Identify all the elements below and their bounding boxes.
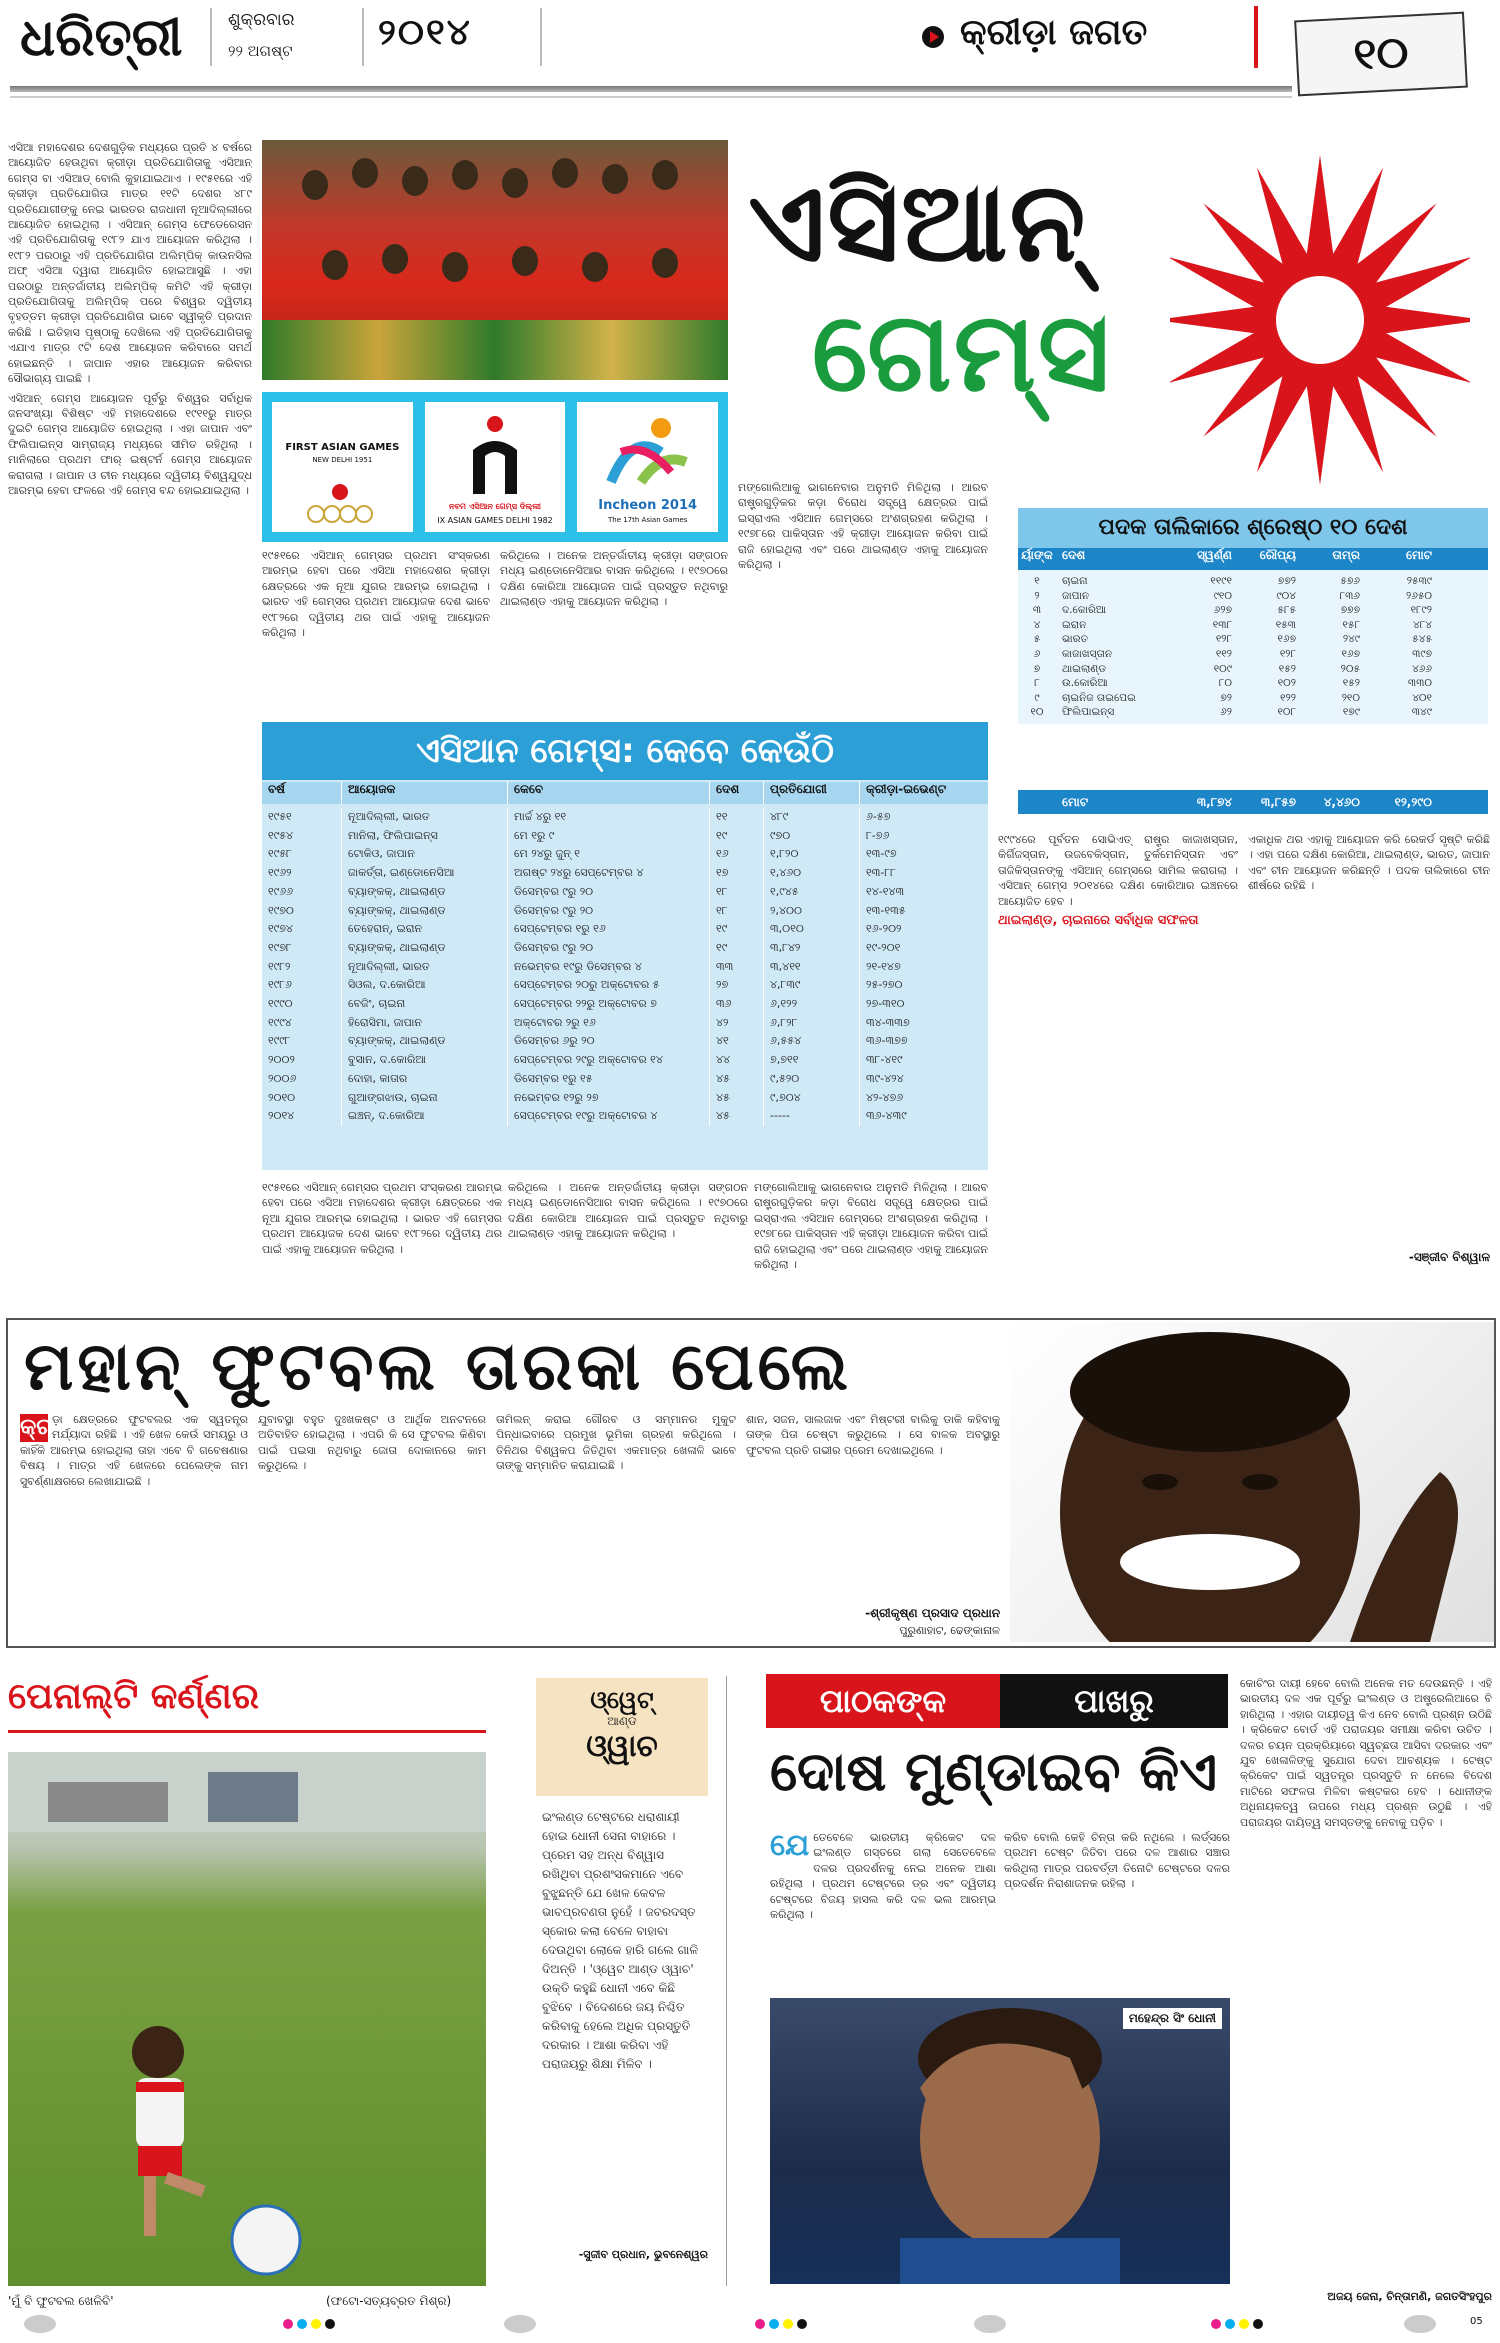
masthead-rule [10, 86, 1292, 92]
table-row [262, 845, 988, 864]
table-cell: ୧୪-୧୪୩ [866, 884, 905, 898]
table-cell: ୧୯୭୦ [262, 902, 342, 921]
photo-caption: 'ମୁଁ ବି ଫୁଟବଲ ଖେଳିବି' [8, 2294, 114, 2308]
table-cell: ୪୫ [710, 1089, 764, 1108]
table-cell: ୧୬-୨୦୨ [866, 922, 902, 936]
issue-year: ୨୦୧୪ [378, 12, 472, 53]
dhoni-photo [770, 1998, 1230, 2284]
table-cell: ମାନିଲା, ଫିଲିପାଇନ୍ସ [342, 827, 508, 846]
table-row: ୩ ଦ.କୋରିଆ ୬୨୭ ୫୮୫ ୭୭୭ ୧୮୯୨ [1032, 604, 1432, 617]
table-cell: ବ୍ୟାଙ୍କକ୍, ଥାଇଲାଣ୍ଡ [342, 1032, 508, 1051]
editions-table-body [262, 808, 988, 1126]
table-cell: ଟୋକିଓ, ଜାପାନ [342, 845, 508, 864]
table-cell: ୧୯୮୬ [262, 976, 342, 995]
table-cell: ୧୬ [710, 845, 764, 864]
table-row [262, 920, 988, 939]
table-cell: ୧୯୫୧ [262, 808, 342, 827]
table-cell: ୩,୦୧୦ [764, 920, 860, 939]
table-cell: ଅଗଷ୍ଟ ୨୪ରୁ ସେପ୍ଟେମ୍ବର ୪ [508, 864, 710, 883]
article-byline-place: ପୁରୁଣାହାଟ, ଢେଙ୍କାନାଳ [899, 1624, 1000, 1637]
table-cell: ୧୯ [710, 827, 764, 846]
table-cell: ଇଞ୍ଚନ୍, ଦ.କୋରିଆ [342, 1107, 508, 1126]
table-row [262, 1107, 988, 1126]
table-row: ୨ ଜାପାନ ୯୧୦ ୯୦୪ ୮୩୬ ୨୬୫୦ [1034, 589, 1432, 602]
masthead-rule [10, 96, 1292, 98]
masthead-divider [540, 8, 542, 66]
table-cell: ୩୪-୩୩୭ [866, 1015, 910, 1029]
table-cell: ସିଓଲ, ଦ.କୋରିଆ [342, 976, 508, 995]
section-rule [8, 1730, 486, 1733]
medal-table-total: ମୋଟ ୩,୮୭୪ ୩,୮୫୭ ୪,୪୬୦ ୧୨,୨୯୦ [1018, 790, 1488, 814]
wait-and-watch-column [536, 1678, 708, 2268]
table-cell: ୧,୪୬୦ [764, 864, 860, 883]
table-row: ୭ ଥାଇଲାଣ୍ଡ ୧୦୯ ୧୫୨ ୨୦୫ ୪୬୬ [1033, 662, 1432, 675]
pele-photo [1010, 1322, 1494, 1642]
table-cell: ଜାକର୍ତ୍ତା, ଇଣ୍ଡୋନେସିଆ [342, 864, 508, 883]
table-cell: ୮-୭୬ [866, 828, 890, 842]
table-cell: ସେପ୍ଟେମ୍ବର ୨୯ରୁ ଅକ୍ଟୋବର ୧୪ [508, 1051, 710, 1070]
table-cell: ଅକ୍ଟୋବର ୨ରୁ ୧୬ [508, 1014, 710, 1033]
medal-table-header: ର୍ୟାଙ୍କ ଦେଶ ସ୍ୱର୍ଣ୍ଣ ରୌପ୍ୟ ତାମ୍ର ମୋଟ [1018, 548, 1488, 570]
print-registration-strip [0, 2310, 1500, 2339]
table-cell: ୪୨ [710, 1014, 764, 1033]
table-cell: ----- [764, 1107, 860, 1126]
issue-day: ଶୁକ୍ରବାର [228, 10, 295, 30]
table-cell: ୨,୪୦୦ [764, 902, 860, 921]
table-cell: ୯,୭୦୪ [764, 1089, 860, 1108]
table-cell: ବ୍ୟାଙ୍କକ୍, ଥାଇଲାଣ୍ଡ [342, 883, 508, 902]
table-row [262, 939, 988, 958]
table-cell: ୧୯୯୪ [262, 1014, 342, 1033]
table-cell: ୧୯-୨୦୧ [866, 940, 901, 954]
table-row [262, 976, 988, 995]
table-cell: ଡିସେମ୍ବର ୯ରୁ ୨୦ [508, 883, 710, 902]
asian-games-headline-2: ଗେମ୍ସ [812, 288, 1112, 416]
table-cell: ନୂଆଦିଲ୍ଲୀ, ଭାରତ [342, 808, 508, 827]
table-row: ୮ ଉ.କୋରିଆ ୮୦ ୧୦୨ ୧୫୨ ୩୩୦ [1034, 677, 1432, 690]
table-cell: ୧୯ [710, 939, 764, 958]
table-row: ୧ ଚାଇନା ୧୧୯୧ ୭୭୨ ୫୭୬ ୨୫୩୯ [1034, 575, 1432, 587]
medal-table-title: ପଦକ ତାଲିକାରେ ଶ୍ରେଷ୍ଠ ୧୦ ଦେଶ [1018, 508, 1488, 548]
dropcap: ଯେ [770, 1830, 810, 1863]
table-cell: ୧୯୭୮ [262, 939, 342, 958]
table-row [262, 1070, 988, 1089]
article-column: ମଙ୍ଗୋଲିଆକୁ ଭାଗନେବାର ଅନୁମତି ମିଳିଥିଲା । ଆରବ ରାଷ୍ଟ୍ରଗୁଡ଼ିକର କଡ଼ା ବିରୋଧ ସତ୍ତ୍ୱେ କ୍ଷେତ୍ରର ପାଇଁ ଇସ୍ରାଏଲ ଏସିଆନ ଗେମ୍ସରେ ଅଂଶଗ୍ରହଣ କରିଥିଲା । ୧୯୭୮ରେ ପାକିସ୍ତାନ ଏହି କ୍ରୀଡ଼ା ଆୟୋଜନ କରିବା ପାଇଁ ରାଜି ହୋଇଥିଲା ଏବଂ ପରେ ଥାଇଲାଣ୍ଡ ଏହାକୁ ଆୟୋଜନ କରିଥିଲା । [738, 481, 988, 572]
table-cell: ୨୧-୧୪୭ [866, 959, 901, 973]
table-cell: ୭,୭୧୧ [764, 1051, 860, 1070]
table-row [262, 1051, 988, 1070]
table-cell: ୪୪ [710, 1051, 764, 1070]
readers-tag: ପାଠକଙ୍କ [766, 1674, 1000, 1728]
table-cell: ଡିସେମ୍ବର ୯ରୁ ୨୦ [508, 939, 710, 958]
photo-caption: ମହେନ୍ଦ୍ର ସିଂ ଧୋନୀ [1123, 2008, 1222, 2029]
table-cell: ୩,୪୧୧ [764, 958, 860, 977]
table-cell: ସେପ୍ଟେମ୍ବର ୧୯ରୁ ଅକ୍ଟୋବର ୪ [508, 1107, 710, 1126]
table-cell: ୩୬-୩୭୭ [866, 1034, 908, 1048]
table-cell: ୩୯-୪୨୪ [866, 1071, 904, 1085]
article-column: ମଙ୍ଗୋଲିଆକୁ ଭାଗନେବାର ଅନୁମତି ମିଳିଥିଲା । ଆରବ ରାଷ୍ଟ୍ରଗୁଡ଼ିକର କଡ଼ା ବିରୋଧ ସତ୍ତ୍ୱେ କ୍ଷେତ୍ରର ପାଇଁ ଇସ୍ରାଏଲ ଏସିଆନ ଗେମ୍ସରେ ଅଂଶଗ୍ରହଣ କରିଥିଲା । ୧୯୭୮ରେ ପାକିସ୍ତାନ ଏହି କ୍ରୀଡ଼ା ଆୟୋଜନ କରିବା ପାଇଁ ରାଜି ହୋଇଥିଲା ଏବଂ ପରେ ଥାଇଲାଣ୍ଡ ଏହାକୁ ଆୟୋଜନ କରିଥିଲା । [754, 1181, 988, 1272]
table-cell: ୨୫-୨୭୦ [866, 978, 903, 992]
table-cell: ନୂଆଦିଲ୍ଲୀ, ଭାରତ [342, 958, 508, 977]
table-cell: ୨୭-୩୧୦ [866, 997, 905, 1011]
editions-table [262, 722, 988, 1170]
editions-table-title: ଏସିଆନ ଗେମ୍ସ: କେବେ କେଉଁଠି [262, 722, 988, 780]
table-cell: ସେପ୍ଟେମ୍ବର ୨୦ରୁ ଅକ୍ଟୋବର ୫ [508, 976, 710, 995]
table-cell: ୨୦୦୨ [262, 1051, 342, 1070]
table-cell: ୧୯୯୮ [262, 1032, 342, 1051]
article-byline: -ସଞ୍ଜୀବ ବିଶ୍ୱାଳ [1408, 1250, 1490, 1264]
table-cell: ୧,୯୪୫ [764, 883, 860, 902]
table-row [262, 1089, 988, 1108]
table-cell: ବୁସାନ, ଦ.କୋରିଆ [342, 1051, 508, 1070]
masthead-divider [210, 8, 212, 66]
article-column: ଏସିଆ ମହାଦେଶର ଦେଶଗୁଡ଼ିକ ମଧ୍ୟରେ ପ୍ରତି ୪ ବର୍ଷରେ ଆୟୋଜିତ ହେଉଥିବା କ୍ରୀଡ଼ା ପ୍ରତିଯୋଗିତାକୁ ଏସିଆନ୍ ଗେମ୍ସ ବା ଏସିଆଡ୍ ବୋଲି କୁହାଯାଇଥାଏ । ୧୯୫୧ରେ ଏହି କ୍ରୀଡ଼ା ପ୍ରତିଯୋଗିତା ମାତ୍ର ୧୧ଟି ଦେଶର ୪୮୯ ପ୍ରତିଯୋଗୀଙ୍କୁ ନେଇ ଭାରତର ରାଜଧାନୀ ନୂଆଦିଲ୍ଲୀରେ ଆୟୋଜିତ ହୋଇଥିଲା । ଏସିଆନ୍ ଗେମ୍ସ ଫେଡେରେସନ ଏହି ପ୍ରତିଯୋଗିତାକୁ ୧୯୮୨ ଯାଏ ଆୟୋଜନ କରିଥିଲା । ୧୯୮୨ ପରଠାରୁ ଏହି ପ୍ରତିଯୋଗିତା ଅଲିମ୍ପିକ୍ କାଉନସିଲ ଅଫ୍ ଏସିଆ ଦ୍ୱାରା ଆୟୋଜିତ ହୋଇଆସୁଛି । ଏହା ପରଠାରୁ ଅନ୍ତର୍ଜାତୀୟ ଅଲିମ୍ପିକ୍ କମିଟି ଏହି କ୍ରୀଡ଼ା ପ୍ରତିଯୋଗିତାକୁ ଅଲିମ୍ପିକ୍ ପରେ ବିଶ୍ୱର ଦ୍ୱିତୀୟ ବୃହତ୍ତମ କ୍ରୀଡ଼ା ପ୍ରତିଯୋଗିତା ଭାବେ ସ୍ୱୀକୃତି ପ୍ରଦାନ କରିଛି । ଇତିହାସ ପୃଷ୍ଠାକୁ ଦେଖିଲେ ଏହି ପ୍ରତିଯୋଗିତାକୁ ଏଯାଏ ମାତ୍ର ୯ଟି ଦେଶ ଆୟୋଜନ କରିବାରେ ସମର୍ଥ ହୋଇଛନ୍ତି । ଜାପାନ ଏହାର ଆୟୋଜନ କରିବାର ସୌଭାଗ୍ୟ ପାଇଛି । ଏସିଆନ୍ ଗେମ୍ସ ଆୟୋଜନ ପୂର୍ବରୁ ବିଶ୍ୱର ସର୍ବାଧିକ ଜନସଂଖ୍ୟା ବିଶିଷ୍ଟ ଏହି ମହାଦେଶରେ ୧୯୧୧ରୁ ମାତ୍ର ଦୁଇଟି ଗେମ୍ସ ଆୟୋଜିତ ହୋଇଥିଲା । ଏହା ଜାପାନ ଏବଂ ଫିଲିପାଇନ୍ସ ସାମ୍ରାଜ୍ୟ ମଧ୍ୟରେ ସୀମିତ ରହିଥିଲା । ମାନିଲାରେ ପ୍ରଥମ ଫାର୍ ଇଷ୍ଟର୍ନ ଗେମ୍ସ ଆୟୋଜନ କରାଗଲା । ଜାପାନ ଓ ଚୀନ ମଧ୍ୟରେ ଦ୍ୱିତୀୟ ବିଶ୍ୱଯୁଦ୍ଧ ଆରମ୍ଭ ହେବା ଫଳରେ ଏହି ଗେମ୍ସ ବନ୍ଦ ହୋଇଯାଇଥିଲା । [8, 141, 252, 497]
table-cell: ୪୫ [710, 1070, 764, 1089]
table-row [262, 864, 988, 883]
column-divider [726, 1676, 727, 2286]
medal-table [1018, 508, 1488, 808]
table-cell: ୧୯୬୨ [262, 864, 342, 883]
article-byline: -ସୁଜୀବ ପ୍ରଧାନ, ଭୁବନେଶ୍ୱର [578, 2248, 708, 2261]
table-cell: ୧୮ [710, 883, 764, 902]
table-cell: ନଭେମ୍ବର ୧୨ରୁ ୨୭ [508, 1089, 710, 1108]
table-cell: ଦୋହା, କାତାର [342, 1070, 508, 1089]
table-cell: ମାର୍ଚ୍ଚ ୪ରୁ ୧୧ [508, 808, 710, 827]
table-cell: ଡିସେମ୍ବର ୬ରୁ ୨୦ [508, 1032, 710, 1051]
page-number: ୧୦ [1294, 12, 1468, 97]
table-cell: ତେହେରାନ୍, ଇରାନ [342, 920, 508, 939]
issue-date: ୨୨ ଅଗଷ୍ଟ [228, 42, 293, 60]
newspaper-logo: ଧରିତ୍ରୀ [20, 8, 183, 68]
first-asian-games-logo: FIRST ASIAN GAMES NEW DELHI 1951 [272, 402, 413, 532]
table-cell: ବ୍ୟାଙ୍କକ୍, ଥାଇଲାଣ୍ଡ [342, 939, 508, 958]
table-cell: ୧୮ [710, 902, 764, 921]
section-title: କ୍ରୀଡ଼ା ଜଗତ [960, 12, 1148, 53]
table-row [262, 1032, 988, 1051]
table-row: ୧୦ ଫିଲିପାଇନ୍ସ ୬୨ ୧୦୮ ୧୭୯ ୩୪୯ [1030, 706, 1432, 719]
dropcap: କ୍ରୀ [20, 1415, 58, 1440]
play-icon [922, 26, 944, 48]
table-cell: ୧୯୭୪ [262, 920, 342, 939]
section-accent-bar [1254, 6, 1258, 68]
table-cell: ସେପ୍ଟେମ୍ବର ୨୨ରୁ ଅକ୍ଟୋବର ୭ [508, 995, 710, 1014]
poem-text: ଇଂଲଣ୍ଡ ଟେଷ୍ଟରେ ଧରାଶାୟୀ ହୋଇ ଧୋନୀ ସେନା ବାହାରେ । ପ୍ରେମ ସହ ଅନ୍ଧ ବିଶ୍ୱାସ ରଖିଥିବା ପ୍ରଶଂସକମାନେ ଏବେ ବୁଝୁଛନ୍ତି ଯେ ଖେଳ କେବଳ ଭାବପ୍ରବଣତା ନୁହେଁ । ଜବରଦସ୍ତ ସ୍କୋର କଲା ବେଳେ ବାହାବା ଦେଉଥିବା ଲୋକେ ହାରି ଗଲେ ଗାଳି ଦିଅନ୍ତି । 'ଓ୍ୱେଟ ଆଣ୍ଡ ଓ୍ୱାଚ' ଉକ୍ତି କହୁଛି ଧୋନୀ ଏବେ କିଛି ବୁଝିବେ । ବିଦେଶରେ ଜୟ ନିଶ୍ଚିତ କରିବାକୁ ହେଲେ ଅଧିକ ପ୍ରସ୍ତୁତି ଦରକାର । ଆଶା କରିବା ଏହି ପରାଜୟରୁ ଶିକ୍ଷା ମିଳିବ । [542, 1810, 699, 2071]
article-column: କରିଥିଲେ । ଅନେକ ଅନ୍ତର୍ଜାତୀୟ କ୍ରୀଡ଼ା ସଙ୍ଗଠନ ମଧ୍ୟ ଇଣ୍ଡୋନେସିଆର ବାସନ କରିଥିଲେ । ୧୯୭୦ରେ ଦକ୍ଷିଣ କୋରିଆ ଆୟୋଜନ ପାଇଁ ପ୍ରସ୍ତୁତ ନଥିବାରୁ ଥାଇଲାଣ୍ଡ ଏହାକୁ ଆୟୋଜନ କରିଥିଲା । [508, 1181, 748, 1241]
table-cell: ୧୩-୧୩୫ [866, 903, 906, 917]
asian-games-sun-emblem [1170, 140, 1470, 500]
article-column: ଯୁବାବସ୍ଥା ବହୁତ ଦୁଃଖକଷ୍ଟ ଓ ଆର୍ଥିକ ଅନଟନରେ ଅତିବାହିତ ହୋଇଥିଲା । ଏପରି କି ସେ ଫୁଟବଲ କିଣିବା ପାଇଁ ପଇସା ନଥିବାରୁ ଜୋତା ଦୋକାନରେ କାମ କରୁଥିଲେ । [258, 1413, 486, 1473]
asian-games-headline-1: ଏସିଆନ୍ [748, 158, 1088, 286]
table-row [262, 808, 988, 827]
medal-table-body [1018, 570, 1488, 724]
ix-asian-games-logo: ନବମ ଏସିଆନ ଗେମ୍ସ ଦିଲ୍ଲୀ IX ASIAN GAMES DELHI 1982 [425, 402, 566, 532]
table-cell: ୧୯୯୦ [262, 995, 342, 1014]
table-row [262, 995, 988, 1014]
asian-games-logos [262, 392, 728, 542]
table-cell: ୬-୫୭ [866, 810, 891, 823]
table-cell: ୩୩ [710, 958, 764, 977]
table-cell: ୬,୫୫୪ [764, 1032, 860, 1051]
pele-headline: ମହାନ୍ ଫୁଟବଲ ତାରକା ପେଲେ [24, 1328, 853, 1405]
table-cell: ୨୦୧୪ [262, 1107, 342, 1126]
table-row [262, 1014, 988, 1033]
table-row: ୫ ଭାରତ ୧୨୮ ୧୬୭ ୨୪୯ ୫୪୫ [1033, 633, 1432, 646]
table-row [262, 902, 988, 921]
table-row: ୬ କାଜାଖସ୍ତାନ ୧୧୨ ୧୨୮ ୧୬୭ ୩୯୭ [1033, 647, 1432, 660]
team-medal-photo [262, 140, 728, 380]
photo-credit: (ଫଟୋ-ସତ୍ୟବ୍ରତ ମିଶ୍ର) [326, 2294, 452, 2308]
table-cell: ୯,୫୨୦ [764, 1070, 860, 1089]
table-cell: ଗୁଆଙ୍ଗଝାଉ, ଚାଇନା [342, 1089, 508, 1108]
table-cell: ୪୫ [710, 1107, 764, 1126]
table-cell: ହିରୋସିମା, ଜାପାନ [342, 1014, 508, 1033]
table-row [262, 958, 988, 977]
article-column: ଏକାଧିକ ଥର ଏହାକୁ ଆୟୋଜନ କରି ରେକର୍ଡ ସୃଷ୍ଟି କରିଛି । ଏହା ପରେ ଦକ୍ଷିଣ କୋରିଆ, ଥାଇଲାଣ୍ଡ, ଭାରତ, ଜାପାନ ଏବଂ ଚୀନ ଆୟୋଜନ କରିଛନ୍ତି । ପଦକ ତାଲିକାରେ ଚୀନ ଶୀର୍ଷରେ ରହିଛି । [1248, 833, 1490, 893]
table-cell: ୧୯୮୨ [262, 958, 342, 977]
table-cell: ୬,୮୨୮ [764, 1014, 860, 1033]
wait-and-watch-header: ଓ୍ୱେଟ୍ ଆଣ୍ଡ ଓ୍ୱାଚ [536, 1678, 708, 1796]
table-cell: ୯୭୦ [764, 827, 860, 846]
article-column: କରିବ ବୋଲି କେହି ଚିନ୍ତା କରି ନଥିଲେ । ଲର୍ଡ୍ସରେ ପ୍ରଥମ ଟେଷ୍ଟ ଜିତିବା ପରେ ଦଳ ଆଶାର ସଞ୍ଚାର କରିଥିଲା ମାତ୍ର ପରବର୍ତ୍ତୀ ତିନୋଟି ଟେଷ୍ଟରେ ଦଳର ପ୍ରଦର୍ଶନ ନିରାଶାଜନକ ରହିଲା । [1004, 1831, 1230, 1891]
table-cell: ୧୩-୮୮ [866, 866, 896, 880]
table-cell: ୧୯ [710, 920, 764, 939]
child-football-photo [8, 1752, 486, 2286]
table-row [262, 883, 988, 902]
incheon-2014-logo: Incheon 2014 The 17th Asian Games [577, 402, 718, 532]
article-column: ୧୯୫୧ରେ ଏସିଆନ୍ ଗେମ୍ସର ପ୍ରଥମ ସଂସ୍କରଣ ଆରମ୍ଭ ହେବା ପରେ ଏସିଆ ମହାଦେଶର କ୍ରୀଡ଼ା କ୍ଷେତ୍ରରେ ଏକ ନୂଆ ଯୁଗର ଆରମ୍ଭ ହୋଇଥିଲା । ଭାରତ ଏହି ଗେମ୍ସର ପ୍ରଥମ ଆୟୋଜକ ଦେଶ ଭାବେ ୧୯୮୨ରେ ଦ୍ୱିତୀୟ ଥର ପାଇଁ ଏହାକୁ ଆୟୋଜନ କରିଥିଲା । [262, 549, 490, 640]
article-column: କରିଥିଲେ । ଅନେକ ଅନ୍ତର୍ଜାତୀୟ କ୍ରୀଡ଼ା ସଙ୍ଗଠନ ମଧ୍ୟ ଇଣ୍ଡୋନେସିଆର ବାସନ କରିଥିଲେ । ୧୯୭୦ରେ ଦକ୍ଷିଣ କୋରିଆ ଆୟୋଜନ ପାଇଁ ପ୍ରସ୍ତୁତ ନଥିବାରୁ ଥାଇଲାଣ୍ଡ ଏହାକୁ ଆୟୋଜନ କରିଥିଲା । [500, 549, 728, 609]
readers-headline: ଦୋଷ ମୁଣ୍ଡାଇବ କିଏ [770, 1740, 1218, 1803]
article-subhead: ଥାଇଲାଣ୍ଡ, ଚାଇନାରେ ସର୍ବାଧିକ ସଫଳତା [998, 913, 1199, 929]
penalty-corner-title: ପେନାଲ୍ଟି କର୍ଣ୍ଣର [8, 1676, 260, 1717]
editions-table-header: ବର୍ଷ ଆୟୋଜକ କେବେ ଦେଶ ପ୍ରତିଯୋଗୀ କ୍ରୀଡ଼ା-ଇଭେଣ୍ଟ [262, 782, 988, 804]
masthead-divider [362, 8, 364, 66]
table-row: ୪ ଇରାନ ୧୩୮ ୧୫୩ ୧୫୮ ୪୮୪ [1033, 618, 1432, 631]
table-cell: ୧୯୫୪ [262, 827, 342, 846]
table-cell: ୩୬ [710, 995, 764, 1014]
table-cell: ୧,୮୨୦ [764, 845, 860, 864]
table-cell: ୨୦୧୦ [262, 1089, 342, 1108]
article-column: ଯେତେବେଳେ ଭାରତୀୟ କ୍ରିକେଟ ଦଳ ଇଂଲଣ୍ଡ ଗସ୍ତରେ ଗଲା ସେତେବେଳେ ଦଳର ପ୍ରଦର୍ଶନକୁ ନେଇ ଅନେକ ଆଶା ରହିଥିଲା । ପ୍ରଥମ ଟେଷ୍ଟରେ ଡ୍ର ଏବଂ ଦ୍ୱିତୀୟ ଟେଷ୍ଟରେ ବିଜୟ ହାସଲ କରି ଦଳ ଭଲ ଆରମ୍ଭ କରିଥିଲା । [770, 1830, 996, 1922]
article-column: ୧୯୫୧ରେ ଏସିଆନ୍ ଗେମ୍ସର ପ୍ରଥମ ସଂସ୍କରଣ ଆରମ୍ଭ ହେବା ପରେ ଏସିଆ ମହାଦେଶର କ୍ରୀଡ଼ା କ୍ଷେତ୍ରରେ ଏକ ନୂଆ ଯୁଗର ଆରମ୍ଭ ହୋଇଥିଲା । ଭାରତ ଏହି ଗେମ୍ସର ପ୍ରଥମ ଆୟୋଜକ ଦେଶ ଭାବେ ୧୯୮୨ରେ ଦ୍ୱିତୀୟ ଥର ପାଇଁ ଏହାକୁ ଆୟୋଜନ କରିଥିଲା । [262, 1181, 502, 1256]
table-cell: ୧୯୫୮ [262, 845, 342, 864]
table-cell: ସେପ୍ଟେମ୍ବର ୧ରୁ ୧୬ [508, 920, 710, 939]
table-cell: ୪,୮୩୯ [764, 976, 860, 995]
table-cell: ୧୩-୯୭ [866, 847, 897, 861]
table-cell: ୩୬-୪୩୯ [866, 1109, 907, 1123]
article-column: ୧୯୯୪ରେ ପୂର୍ବତନ ସୋଭିଏତ୍ ରାଷ୍ଟ୍ର କାଜାଖସ୍ତାନ, କିର୍ଗିଜସ୍ତାନ, ଉଜବେକିସ୍ତାନ, ତୁର୍କମେନିସ୍ତାନ ଏବଂ ତାଜିକିସ୍ତାନଙ୍କୁ ଏସିଆନ୍ ଗେମ୍ସରେ ସାମିଲ କରାଗଲା । ଏସିଆନ୍ ଗେମ୍ସ ୨୦୧୪ରେ ଦକ୍ଷିଣ କୋରିଆର ଇଞ୍ଚନରେ ଆୟୋଜିତ ହେବ । ଥାଇଲାଣ୍ଡ, ଚାଇନାରେ ସର୍ବାଧିକ ସଫଳତା [998, 833, 1238, 929]
table-cell: ୧୧ [710, 808, 764, 827]
article-column: ତାମିଲନ୍ କରାଇ ଗୌରବ ଓ ସମ୍ମାନର ମୁକୁଟ ପିନ୍ଧାଇବାରେ ପ୍ରମୁଖ ଭୂମିକା ଗ୍ରହଣ କରିଥିଲେ । ତିନିଥର ବିଶ୍ୱକପ ଜିତିଥିବା ଏକମାତ୍ର ଖେଳାଳି ଭାବେ ତାଙ୍କୁ ସମ୍ମାନିତ କରାଯାଇଛି । [496, 1413, 736, 1473]
table-cell: ମେ ୧ରୁ ୯ [508, 827, 710, 846]
table-cell: ୪୧ [710, 1032, 764, 1051]
article-column: ଶାନ, ସଜନ, ସାଲଜାକ ଏବଂ ମିଷ୍ଟରୀ ବାଲିକୁ ଡାକି କହିବାକୁ ତାଙ୍କ ପିତା ଚେଷ୍ଟା କରୁଥିଲେ । ସେ ବାଳକ ଅବସ୍ଥାରୁ ଫୁଟବଲ ପ୍ରତି ଗଭୀର ପ୍ରେମ ଦେଖାଇଥିଲେ । [746, 1413, 1000, 1457]
table-row [262, 827, 988, 846]
article-byline: ଅଜୟ ଜେନା, ଚିନ୍ତାମଣି, ଜଗତସିଂହପୁର [1327, 2290, 1492, 2303]
table-cell: ୧୯୬୬ [262, 883, 342, 902]
table-cell: ୨୦୦୬ [262, 1070, 342, 1089]
readers-tag-2: ପାଖରୁ [1000, 1674, 1228, 1728]
article-byline: -ଶ୍ରୀକୃଷ୍ଣ ପ୍ରସାଦ ପ୍ରଧାନ [865, 1606, 1000, 1620]
page-code: 05 [1470, 2316, 1483, 2327]
table-cell: ଡିସେମ୍ବର ୯ରୁ ୨୦ [508, 902, 710, 921]
table-cell: ୪୮୯ [764, 808, 860, 827]
article-column: କୋଚିଂର ଦାୟୀ ହେବେ ବୋଲି ଅନେକ ମତ ଦେଉଛନ୍ତି । ଏହି ଭାରତୀୟ ଦଳ ଏକ ପୂର୍ବରୁ ଇଂଲଣ୍ଡ ଓ ଅଷ୍ଟ୍ରେଲିଆରେ ବି ହାରିଥିଲା । ଏହାର ଦାୟୀତ୍ୱ କିଏ ନେବ ବୋଲି ପ୍ରଶ୍ନ ଉଠିଛି । କ୍ରିକେଟ ବୋର୍ଡ ଏହି ପରାଜୟର ସମୀକ୍ଷା କରିବା ଉଚିତ । ଦଳର ଚୟନ ପ୍ରକ୍ରିୟାରେ ସ୍ୱଚ୍ଛତା ଆସିବା ଦରକାର ଏବଂ ଯୁବ ଖେଳାଳିଙ୍କୁ ସୁଯୋଗ ଦେବା ଆବଶ୍ୟକ । ଟେଷ୍ଟ କ୍ରିକେଟ ପାଇଁ ସ୍ୱତନ୍ତ୍ର ପ୍ରସ୍ତୁତି ନ ନେଲେ ବିଦେଶ ମାଟିରେ ସଫଳତା ମିଳିବା କଷ୍ଟକର ହେବ । ଧୋନୀଙ୍କ ଅଧିନାୟକତ୍ୱ ଉପରେ ମଧ୍ୟ ପ୍ରଶ୍ନ ଉଠୁଛି । ଏହି ପରାଜୟର ଦାୟିତ୍ୱ ସମସ୍ତଙ୍କୁ ନେବାକୁ ପଡ଼ିବ । [1240, 1677, 1492, 1829]
table-cell: ମେ ୨୪ରୁ ଜୁନ୍ ୧ [508, 845, 710, 864]
table-cell: ୩୮-୪୧୯ [866, 1053, 903, 1067]
table-cell: ଡିସେମ୍ବର ୧ରୁ ୧୫ [508, 1070, 710, 1089]
table-cell: ବେଜିଂ, ଚାଇନା [342, 995, 508, 1014]
table-cell: ୬,୧୨୨ [764, 995, 860, 1014]
table-cell: ନଭେମ୍ବର ୧୯ରୁ ଡିସେମ୍ବର ୪ [508, 958, 710, 977]
table-cell: ୧୭ [710, 864, 764, 883]
table-cell: ୩,୮୪୨ [764, 939, 860, 958]
table-cell: ବ୍ୟାଙ୍କକ୍, ଥାଇଲାଣ୍ଡ [342, 902, 508, 921]
masthead [0, 0, 1500, 100]
article-column: କ୍ରୀ ଡ଼ା କ୍ଷେତ୍ରରେ ଫୁଟବଲର ଏକ ସ୍ୱତନ୍ତ୍ର ମର୍ଯ୍ୟାଦା ରହିଛି । ଏହି ଖେଳ କେଉଁ ସମୟରୁ ଓ କାହିଁକି ଆରମ୍ଭ ହୋଇଥିଲା ତାହା ଏବେ ବି ଗବେଷଣାର ବିଷୟ । ମାତ୍ର ଏହି ଖେଳରେ ପେଲେଙ୍କ ନାମ ସୁବର୍ଣ୍ଣାକ୍ଷରରେ ଲେଖାଯାଇଛି । [20, 1413, 248, 1488]
table-row: ୯ ଚାଇନିଜ ତାଇପେଇ ୭୨ ୧୨୨ ୨୧୦ ୪୦୧ [1034, 691, 1432, 704]
table-cell: ୪୨-୪୭୬ [866, 1090, 904, 1104]
table-cell: ୨୭ [710, 976, 764, 995]
